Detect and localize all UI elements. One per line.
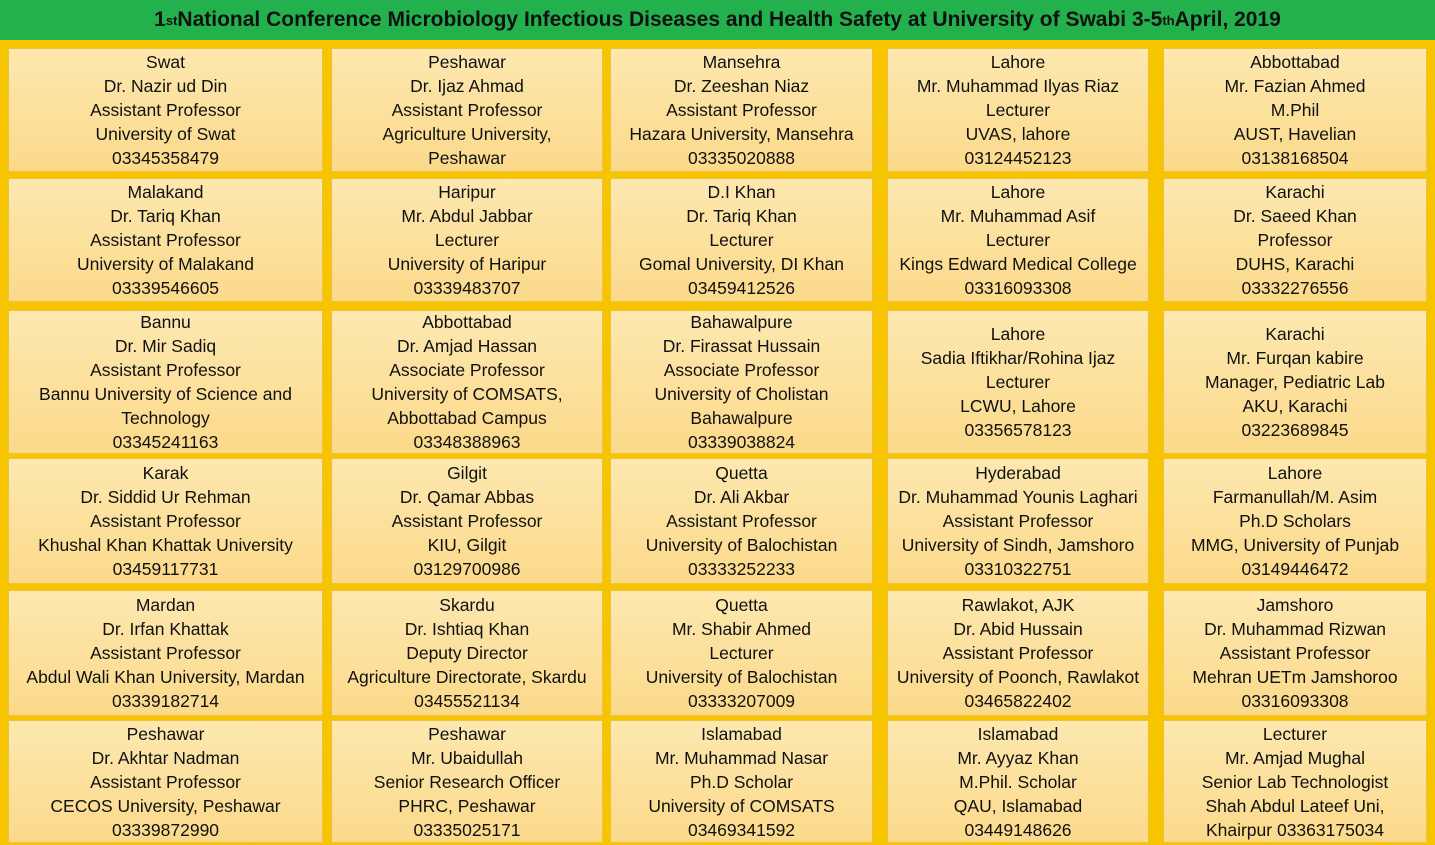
contact-line: 03356578123	[964, 420, 1072, 440]
contact-line: Mansehra	[702, 52, 781, 72]
contact-line: Mr. Fazian Ahmed	[1224, 76, 1366, 96]
contact-line: University of Balochistan	[645, 667, 838, 687]
contact-line: Malakand	[127, 182, 204, 202]
contact-line: Rawlakot, AJK	[961, 595, 1075, 615]
contact-line: 03348388963	[413, 432, 521, 452]
contact-line: Mardan	[135, 595, 196, 615]
contact-line: LCWU, Lahore	[960, 396, 1076, 416]
contact-line: Haripur	[438, 182, 496, 202]
contact-line: Dr. Siddid Ur Rehman	[80, 487, 251, 507]
contact-line: Lahore	[990, 324, 1046, 344]
contact-card	[1163, 458, 1427, 584]
contact-line: 03345241163	[112, 432, 219, 452]
contact-line: Lahore	[1267, 463, 1323, 483]
contact-line: Dr. Qamar Abbas	[399, 487, 535, 507]
contact-line: Mr. Muhammad Nasar	[654, 747, 829, 768]
contact-line: Mr. Ubaidullah	[411, 747, 523, 768]
contact-line: Assistant Professor	[391, 100, 543, 120]
contact-card	[610, 720, 873, 843]
contact-card	[887, 48, 1149, 172]
contact-line: QAU, Islamabad	[953, 795, 1083, 816]
contact-line: University of Malakand	[76, 254, 255, 274]
contact-line: Jamshoro	[1256, 595, 1334, 615]
contact-line: Islamabad	[977, 723, 1059, 744]
contact-card	[887, 590, 1149, 716]
contact-line: Ph.D Scholar	[689, 771, 794, 792]
contact-card	[1163, 48, 1427, 172]
contact-line: 03333252233	[687, 559, 796, 579]
contact-line: Assistant Professor	[90, 771, 241, 792]
contact-line: Hyderabad	[975, 463, 1061, 483]
contact-line: Sadia Iftikhar/Rohina Ijaz	[920, 348, 1116, 368]
contact-card	[887, 720, 1149, 843]
contact-line: AKU, Karachi	[1242, 396, 1348, 416]
contact-line: Mehran UETm Jamshoroo	[1192, 667, 1398, 687]
contact-line: Mr. Abdul Jabbar	[401, 206, 533, 226]
contact-line: 03339483707	[413, 278, 521, 298]
contact-line: Mr. Shabir Ahmed	[671, 619, 812, 639]
contact-card	[8, 458, 323, 584]
contact-line: University of Cholistan	[654, 384, 829, 404]
contact-line: Karachi	[1265, 182, 1325, 202]
contact-line: Dr. Ijaz Ahmad	[410, 76, 524, 96]
title-sup-th: th	[1162, 12, 1175, 28]
contact-line: PHRC, Peshawar	[398, 795, 536, 816]
contact-line: 03124452123	[964, 148, 1072, 168]
contact-line: Lecturer	[985, 230, 1051, 250]
contact-line: Hazara University, Mansehra	[629, 124, 854, 144]
contact-line: Lecturer	[1262, 723, 1328, 744]
contact-card	[8, 48, 323, 172]
contact-line: Lecturer	[985, 372, 1051, 392]
contact-line: Assistant Professor	[90, 230, 241, 250]
contact-line: Abbottabad	[422, 312, 512, 332]
contact-line: University of Sindh, Jamshoro	[901, 535, 1135, 555]
contact-line: Gilgit	[447, 463, 487, 483]
contact-line: University of Swat	[95, 124, 236, 144]
contact-line: Mr. Furqan kabire	[1226, 348, 1364, 368]
contact-card	[8, 178, 323, 302]
contact-card	[887, 310, 1149, 454]
contact-card	[610, 178, 873, 302]
contact-line: Dr. Abid Hussain	[953, 619, 1083, 639]
contact-line: 03459117731	[112, 559, 219, 579]
contact-card	[1163, 178, 1427, 302]
contact-line: Bahawalpure	[690, 312, 793, 332]
contact-line: 03138168504	[1241, 148, 1349, 168]
contact-line: Agriculture University,	[382, 124, 552, 144]
contact-line: 03149446472	[1241, 559, 1349, 579]
contact-line: Dr. Mir Sadiq	[114, 336, 217, 356]
contact-line: Dr. Ali Akbar	[693, 487, 790, 507]
contact-line: Dr. Akhtar Nadman	[91, 747, 240, 768]
contact-card	[331, 590, 603, 716]
contact-line: Deputy Director	[406, 643, 528, 663]
contact-line: Dr. Muhammad Younis Laghari	[898, 487, 1138, 507]
contact-line: Assistant Professor	[942, 643, 1094, 663]
contact-line: Peshawar	[126, 723, 205, 744]
contact-line: 03465822402	[964, 691, 1072, 711]
contact-card	[1163, 310, 1427, 454]
contact-line: University of Poonch, Rawlakot	[896, 667, 1140, 687]
contact-line: Peshawar	[428, 52, 506, 72]
contact-line: Assistant Professor	[90, 100, 241, 120]
contact-line: Khairpur 03363175034	[1205, 819, 1385, 840]
contact-line: 03316093308	[964, 278, 1072, 298]
contact-line: 03339872990	[111, 819, 220, 840]
contact-line: University of COMSATS,	[371, 384, 563, 404]
contact-line: Abdul Wali Khan University, Mardan	[26, 667, 305, 687]
title-pre: 1	[154, 8, 166, 31]
contact-line: Shah Abdul Lateef Uni,	[1205, 795, 1385, 816]
contact-line: Bannu	[140, 312, 191, 332]
contact-line: Lecturer	[985, 100, 1051, 120]
contact-line: Swat	[146, 52, 185, 72]
contact-card	[1163, 590, 1427, 716]
contact-line: Assistant Professor	[666, 511, 817, 531]
contact-line: 03455521134	[414, 691, 520, 711]
contact-line: 03223689845	[1241, 420, 1349, 440]
contact-line: Technology	[121, 408, 210, 428]
contact-line: Assistant Professor	[942, 511, 1094, 531]
title-mid: National Conference Microbiology Infectious Diseases and Health Safety at University of Swabi 3-5	[177, 8, 1163, 31]
contact-line: Dr. Nazir ud Din	[103, 76, 228, 96]
contact-card	[331, 310, 603, 454]
contact-line: DUHS, Karachi	[1235, 254, 1355, 274]
contact-line: Ph.D Scholars	[1239, 511, 1351, 531]
contact-line: University of COMSATS	[648, 795, 835, 816]
contact-line: Mr. Ayyaz Khan	[957, 747, 1079, 768]
contact-line: CECOS University, Peshawar	[50, 795, 281, 816]
contact-line: Associate Professor	[389, 360, 545, 380]
contact-line: 03335025171	[413, 819, 521, 840]
contact-card	[610, 48, 873, 172]
contact-line: Dr. Amjad Hassan	[396, 336, 538, 356]
contact-card	[331, 178, 603, 302]
contact-line: Professor	[1257, 230, 1333, 250]
contact-line: Abbottabad Campus	[387, 408, 547, 428]
contact-line: D.I Khan	[707, 182, 776, 202]
contact-card	[8, 720, 323, 843]
contact-line: Senior Research Officer	[373, 771, 561, 792]
contact-line: Karak	[142, 463, 189, 483]
contact-line: Dr. Saeed Khan	[1233, 206, 1357, 226]
contact-line: Assistant Professor	[90, 360, 241, 380]
contact-card	[331, 458, 603, 584]
contact-card	[331, 48, 603, 172]
contact-line: 03339182714	[111, 691, 220, 711]
contact-line: 03339546605	[111, 278, 220, 298]
contact-line: Lahore	[990, 52, 1046, 72]
contact-line: Mr. Muhammad Ilyas Riaz	[916, 76, 1120, 96]
contact-line: Assistant Professor	[666, 100, 817, 120]
title-post: April, 2019	[1174, 8, 1281, 31]
contact-line: 03449148626	[964, 819, 1072, 840]
page-title	[0, 0, 1435, 40]
contact-line: Associate Professor	[663, 360, 820, 380]
contact-card	[8, 310, 323, 454]
contact-line: Khushal Khan Khattak University	[38, 535, 293, 555]
contact-line: Bannu University of Science and	[39, 384, 292, 404]
contact-line: Lecturer	[709, 643, 774, 663]
contact-line: Lecturer	[709, 230, 774, 250]
contact-line: 03459412526	[687, 278, 796, 298]
contact-line: KIU, Gilgit	[427, 535, 507, 555]
contact-line: 03345358479	[111, 148, 220, 168]
contact-line: Manager, Pediatric Lab	[1205, 372, 1385, 392]
contact-line: Farmanullah/M. Asim	[1212, 487, 1378, 507]
contact-card	[610, 310, 873, 454]
contact-line: MMG, University of Punjab	[1190, 535, 1400, 555]
contact-line: Quetta	[715, 463, 768, 483]
contact-line: 03129700986	[413, 559, 521, 579]
contact-line: Peshawar	[428, 148, 506, 168]
title-sup-st: st	[165, 12, 178, 28]
contact-line: Dr. Tariq Khan	[686, 206, 797, 226]
contact-line: Lahore	[990, 182, 1046, 202]
contact-line: 03469341592	[687, 819, 796, 840]
contact-line: Senior Lab Technologist	[1201, 771, 1389, 792]
contact-line: Assistant Professor	[391, 511, 543, 531]
contact-line: 03310322751	[964, 559, 1072, 579]
contact-line: Dr. Ishtiaq Khan	[404, 619, 530, 639]
contact-line: Kings Edward Medical College	[899, 254, 1137, 274]
contact-line: Islamabad	[701, 723, 782, 744]
contact-line: Dr. Zeeshan Niaz	[673, 76, 810, 96]
contact-card	[331, 720, 603, 843]
contact-line: M.Phil	[1270, 100, 1320, 120]
contact-line: Assistant Professor	[90, 643, 241, 663]
contact-line: Quetta	[715, 595, 768, 615]
contact-line: Abbottabad	[1250, 52, 1340, 72]
contact-line: Dr. Irfan Khattak	[102, 619, 229, 639]
contact-card	[887, 458, 1149, 584]
contact-card	[8, 590, 323, 716]
contact-line: Skardu	[439, 595, 495, 615]
contact-line: Dr. Tariq Khan	[110, 206, 221, 226]
contact-line: M.Phil. Scholar	[959, 771, 1077, 792]
contact-card	[1163, 720, 1427, 843]
contact-line: Assistant Professor	[1219, 643, 1371, 663]
contact-line: Assistant Professor	[90, 511, 241, 531]
contact-line: Mr. Muhammad Asif	[940, 206, 1096, 226]
contact-line: Agriculture Directorate, Skardu	[347, 667, 587, 687]
contact-line: University of Haripur	[387, 254, 547, 274]
contact-line: 03339038824	[687, 432, 796, 452]
contact-line: Karachi	[1265, 324, 1325, 344]
contact-card-grid	[0, 40, 1435, 845]
contact-line: AUST, Havelian	[1233, 124, 1357, 144]
contact-line: Peshawar	[428, 723, 506, 744]
contact-line: Gomal University, DI Khan	[639, 254, 844, 274]
contact-line: 03335020888	[687, 148, 796, 168]
contact-line: UVAS, lahore	[965, 124, 1071, 144]
contact-line: 03333207009	[687, 691, 796, 711]
contact-card	[610, 458, 873, 584]
contact-line: 03316093308	[1241, 691, 1349, 711]
contact-line: University of Balochistan	[645, 535, 838, 555]
contact-line: Dr. Firassat Hussain	[662, 336, 821, 356]
contact-card	[610, 590, 873, 716]
contact-line: Bahawalpure	[690, 408, 793, 428]
contact-line: Lecturer	[434, 230, 500, 250]
contact-card	[887, 178, 1149, 302]
contact-line: Mr. Amjad Mughal	[1224, 747, 1366, 768]
contact-line: Dr. Muhammad Rizwan	[1204, 619, 1386, 639]
contact-line: 03332276556	[1241, 278, 1349, 298]
